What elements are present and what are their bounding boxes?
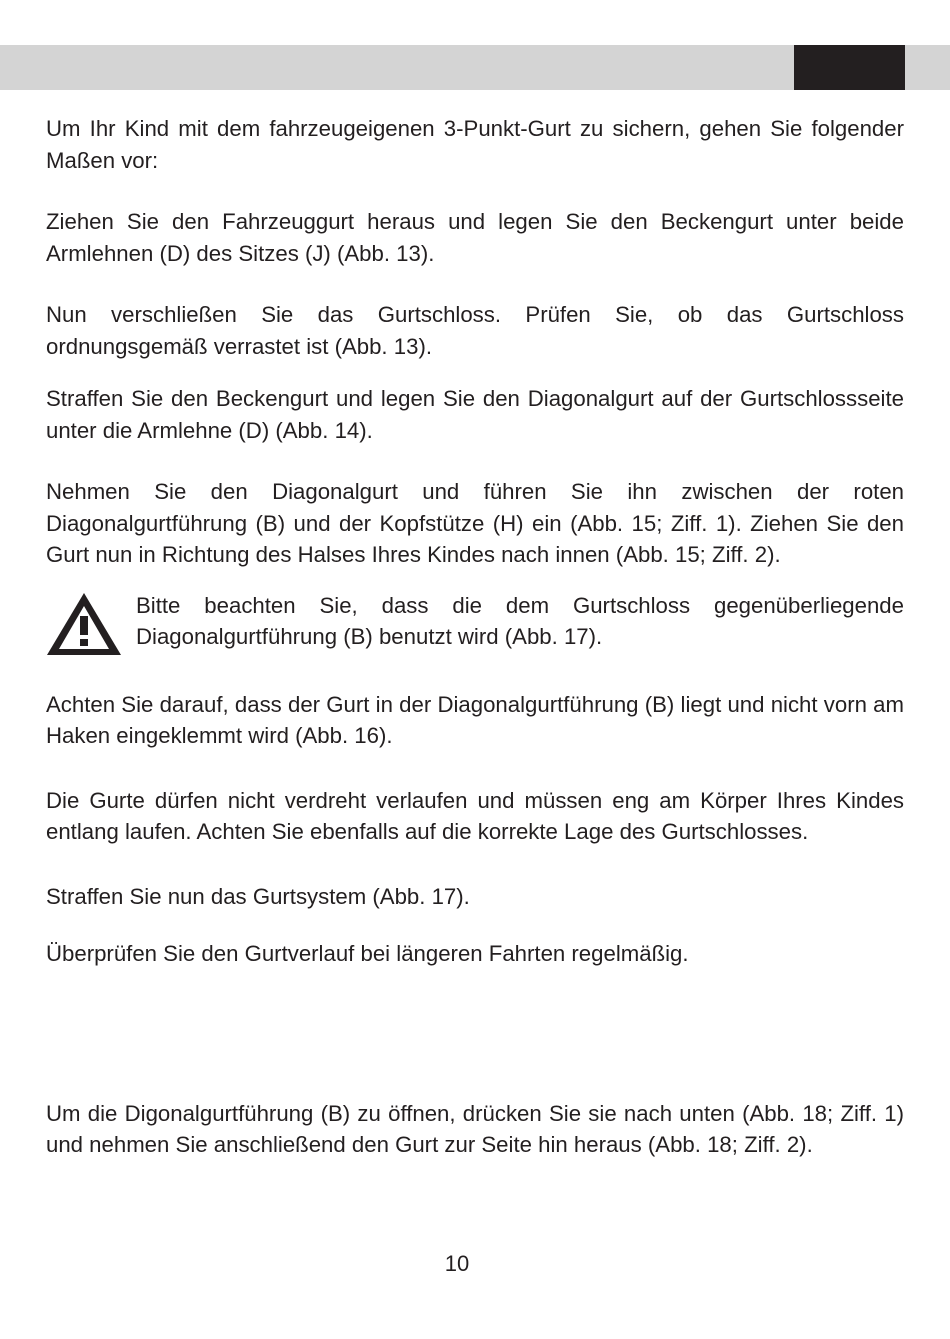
header-block — [794, 45, 905, 90]
paragraph-diagonal-belt: Nehmen Sie den Diagonalgurt und führen Sie ihn zwischen der roten Diagonalgurtführung (B) und der Kopfstütze (H) ein (Abb. 15; Ziff. 1). Ziehen Sie den Gurt nun in Richtung des Halses Ihres Kindes nach innen (Abb. 15; Ziff. 2). — [46, 479, 904, 567]
paragraph-check-regularly: Überprüfen Sie den Gurtverlauf bei längeren Fahrten regelmäßig. — [46, 941, 689, 966]
warning-triangle-icon — [46, 592, 122, 656]
paragraph-close-buckle: Nun verschließen Sie das Gurtschloss. Prüfen Sie, ob das Gurtschloss ordnungsgemäß verrastet ist (Abb. 13). — [46, 302, 904, 359]
page-number: 10 — [444, 1251, 470, 1276]
paragraph-tighten-system: Straffen Sie nun das Gurtsystem (Abb. 17). — [46, 883, 470, 909]
page-content — [46, 113, 904, 1161]
paragraph-belt-guide: Achten Sie darauf, dass der Gurt in der Diagonalgurtführung (B) liegt und nicht vorn am Haken eingeklemmt wird (Abb. 16). — [46, 691, 904, 748]
paragraph-no-twist: Die Gurte dürfen nicht verdreht verlaufen und müssen eng am Körper Ihres Kindes entlang laufen. Achten Sie ebenfalls auf die korrekte Lage des Gurtschlosses. — [46, 787, 904, 844]
warning-note — [46, 590, 904, 656]
paragraph-open-guide: Um die Digonalgurtführung (B) zu öffnen, drücken Sie sie nach unten (Abb. 18; Ziff. 1) und nehmen Sie anschließend den Gurt zur Seite hin heraus (Abb. 18; Ziff. 2). — [46, 1100, 904, 1157]
warning-text: Bitte beachten Sie, dass die dem Gurtschloss gegenüberliegende Diagonalgurtführung (B) benutzt wird (Abb. 17). — [136, 592, 904, 649]
paragraph-pull-belt: Ziehen Sie den Fahrzeuggurt heraus und legen Sie den Beckengurt unter beide Armlehnen (D) des Sitzes (J) (Abb. 13). — [46, 209, 904, 266]
paragraph-intro: Um Ihr Kind mit dem fahrzeugeigenen 3-Punkt-Gurt zu sichern, gehen Sie folgender Maßen vor: — [46, 116, 904, 173]
paragraph-tighten-lap-belt: Straffen Sie den Beckengurt und legen Sie den Diagonalgurt auf der Gurtschlossseite unter die Armlehne (D) (Abb. 14). — [46, 386, 904, 443]
